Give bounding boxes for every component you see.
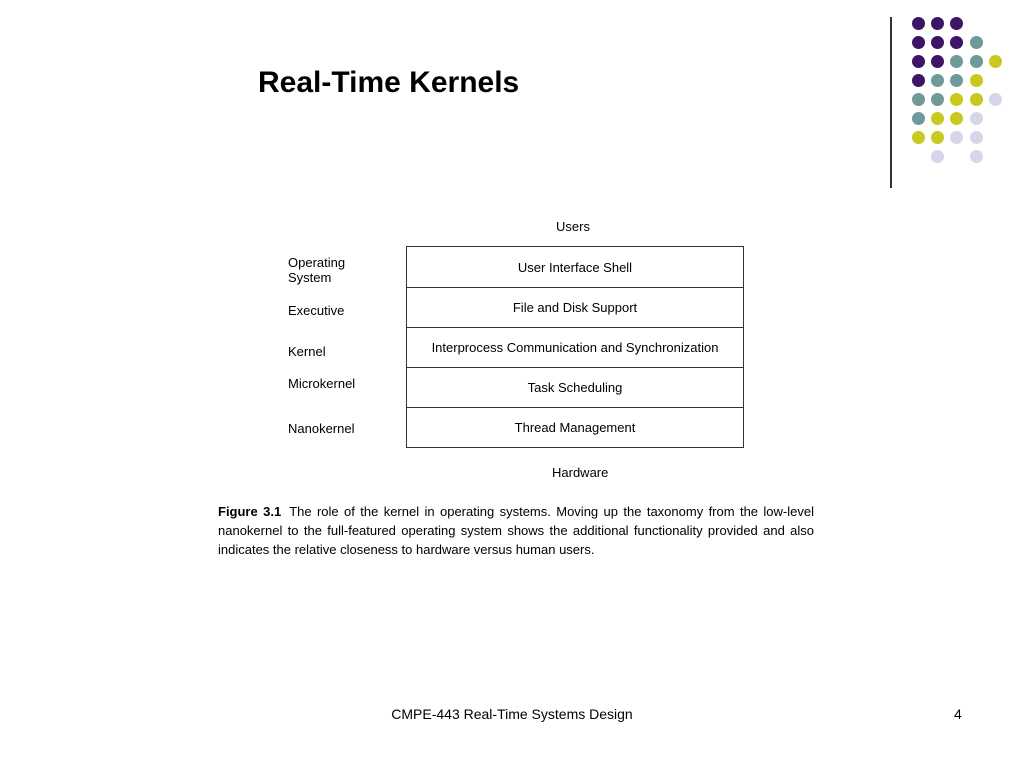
decorative-dot xyxy=(970,150,983,163)
decorative-dot xyxy=(989,93,1002,106)
decorative-dot xyxy=(931,55,944,68)
decorative-dot xyxy=(931,74,944,87)
slide-title: Real-Time Kernels xyxy=(258,66,520,99)
decorative-dot xyxy=(931,150,944,163)
decorative-dot xyxy=(950,55,963,68)
decorative-dot xyxy=(950,131,963,144)
decorative-dot xyxy=(931,36,944,49)
layer-box-user-interface-shell: User Interface Shell xyxy=(517,259,633,275)
slide-footer: CMPE-443 Real-Time Systems Design xyxy=(391,706,633,722)
decorative-dot xyxy=(950,112,963,125)
decorative-dot xyxy=(970,55,983,68)
decorative-dot xyxy=(912,17,925,30)
layer-label-executive: Executive xyxy=(288,303,345,318)
decorative-dot xyxy=(970,112,983,125)
decorative-dot xyxy=(931,112,944,125)
decorative-dot-grid xyxy=(0,0,1024,200)
layer-box-interprocess-communication: Interprocess Communication and Synchronization xyxy=(407,327,743,367)
decorative-dot xyxy=(950,17,963,30)
caption-text: The role of the kernel in operating systems. Moving up the taxonomy from the low-level nanokernel to the full-featured operating system shows the additional functionality provided and also indicates the relative closeness to hardware versus human users. xyxy=(218,504,814,557)
layer-box-task-scheduling: Task Scheduling xyxy=(407,367,743,407)
layer-label-operating-system: Operating System xyxy=(288,255,346,285)
layer-box-thread-management: Thread Management xyxy=(407,407,743,447)
decorative-dot xyxy=(912,112,925,125)
decorative-dot xyxy=(989,55,1002,68)
decorative-dot xyxy=(912,55,925,68)
figure-caption xyxy=(218,502,814,559)
decorative-dot xyxy=(970,74,983,87)
hardware-label: Hardware xyxy=(552,465,609,480)
decorative-dot xyxy=(970,93,983,106)
decorative-dot xyxy=(970,36,983,49)
layer-label-microkernel: Microkernel xyxy=(288,376,356,391)
decorative-dot xyxy=(912,93,925,106)
decorative-dot xyxy=(931,131,944,144)
decorative-dot xyxy=(931,17,944,30)
users-label: Users xyxy=(556,219,590,234)
decorative-dot xyxy=(912,36,925,49)
decorative-dot xyxy=(970,131,983,144)
layer-label-nanokernel: Nanokernel xyxy=(288,421,355,436)
layer-stack xyxy=(406,246,744,448)
decorative-dot xyxy=(950,36,963,49)
page-number: 4 xyxy=(954,706,962,722)
decorative-dot xyxy=(912,74,925,87)
figure-number: Figure 3.1 xyxy=(218,504,282,519)
decorative-dot xyxy=(931,93,944,106)
decorative-divider xyxy=(890,17,892,188)
layer-box-file-and-disk-support: File and Disk Support xyxy=(407,287,743,327)
decorative-dot xyxy=(950,74,963,87)
decorative-dot xyxy=(912,131,925,144)
layer-label-kernel: Kernel xyxy=(288,344,326,359)
decorative-dot xyxy=(950,93,963,106)
